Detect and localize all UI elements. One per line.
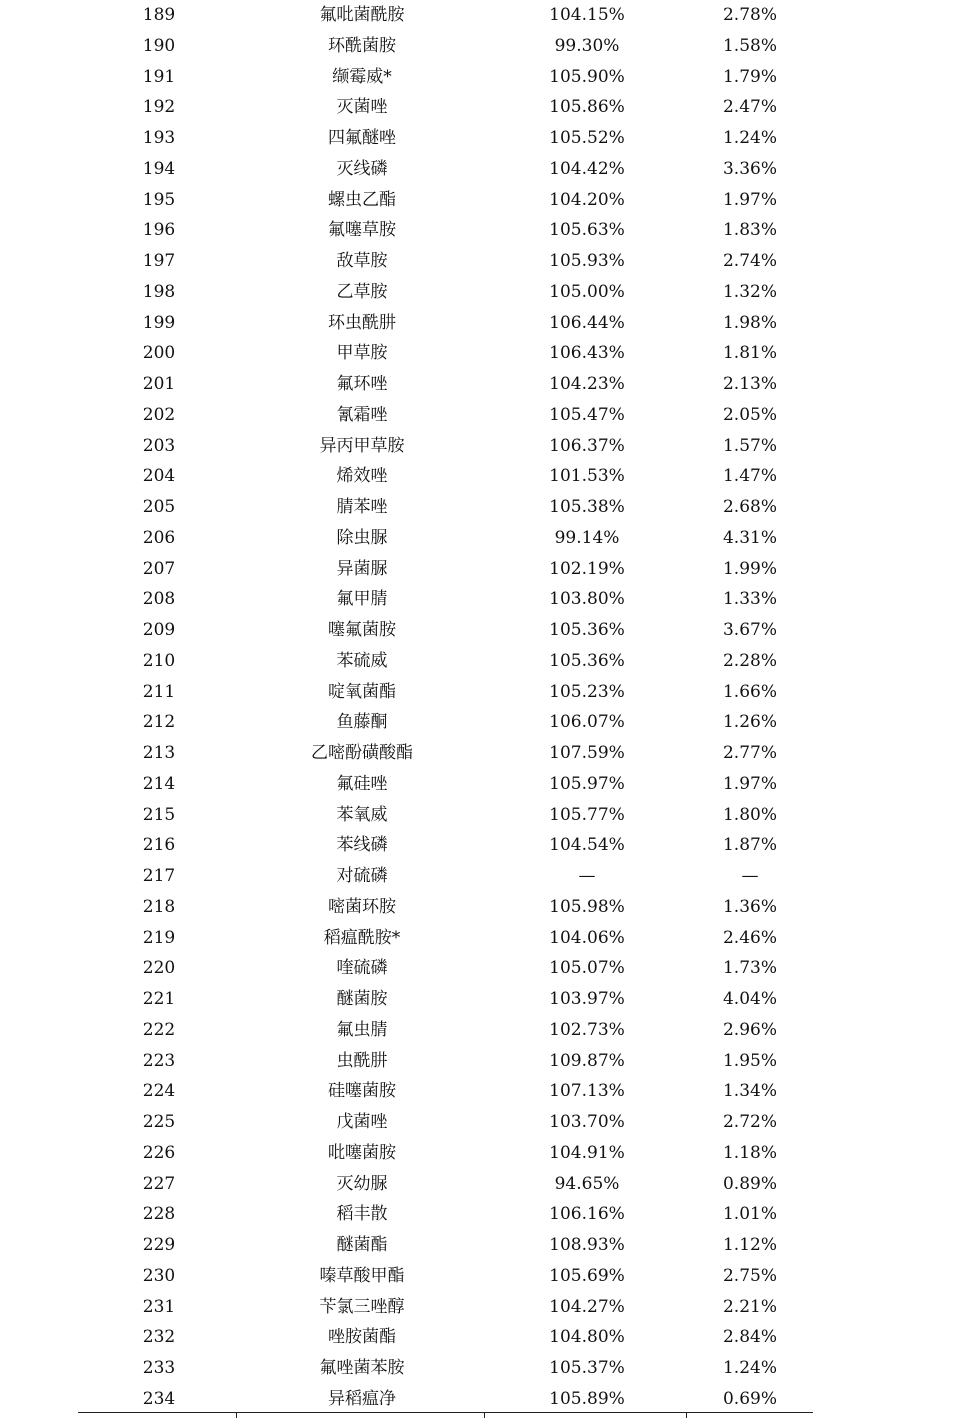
row-number: 214	[142, 773, 176, 794]
row-number: 197	[142, 251, 176, 271]
table-row	[78, 1353, 813, 1384]
compound-name: 苯线磷	[336, 835, 388, 856]
table-row	[78, 984, 813, 1015]
recovery-value: 102.73%	[549, 1019, 625, 1040]
recovery-value: 105.38%	[549, 497, 625, 517]
row-number: 215	[142, 804, 176, 825]
recovery-value: 104.23%	[549, 374, 625, 394]
recovery-value: —	[578, 866, 596, 886]
row-number: 230	[142, 1265, 176, 1286]
table-row	[78, 1230, 813, 1261]
recovery-value: 105.69%	[549, 1265, 625, 1286]
recovery-value: 104.20%	[549, 189, 625, 210]
table-row	[78, 1384, 813, 1415]
row-number: 234	[142, 1388, 176, 1409]
table-row	[78, 646, 813, 677]
table-row	[78, 1015, 813, 1046]
recovery-value: 105.93%	[549, 251, 625, 271]
rsd-value: 1.79%	[722, 66, 778, 87]
compound-name: 乙草胺	[336, 281, 388, 302]
table-row	[78, 400, 813, 431]
compound-name: 氟环唑	[336, 374, 388, 394]
rsd-value: 1.32%	[722, 281, 778, 302]
recovery-value: 105.07%	[549, 958, 625, 979]
table-row	[78, 584, 813, 615]
compound-name: 吡噻菌胺	[328, 1142, 396, 1163]
compound-name: 异稻瘟净	[328, 1388, 396, 1409]
row-number: 232	[142, 1327, 176, 1348]
recovery-value: 105.52%	[549, 128, 625, 148]
compound-name: 氟甲腈	[336, 589, 388, 610]
recovery-value: 105.89%	[549, 1388, 625, 1409]
table-row	[78, 1292, 813, 1323]
rsd-value: 1.34%	[722, 1081, 778, 1102]
compound-name: 硅噻菌胺	[328, 1081, 396, 1102]
row-number: 208	[142, 589, 176, 610]
rsd-value: 1.12%	[722, 1235, 778, 1255]
rsd-value: 1.26%	[722, 712, 778, 733]
row-number: 221	[142, 989, 176, 1009]
table-row	[78, 923, 813, 954]
compound-name: 氟唑菌苯胺	[319, 1358, 405, 1378]
compound-name: 对硫磷	[336, 866, 388, 886]
compound-name: 氰霜唑	[336, 404, 388, 425]
rsd-value: 1.97%	[722, 773, 778, 794]
rsd-value: 1.33%	[722, 589, 778, 610]
row-number: 190	[142, 35, 176, 56]
table-row	[78, 554, 813, 585]
recovery-value: 105.97%	[549, 773, 625, 794]
recovery-value: 102.19%	[549, 558, 625, 579]
rsd-value: 2.13%	[722, 374, 778, 394]
compound-name: 戊菌唑	[336, 1112, 388, 1132]
column-divider-tick	[484, 1412, 485, 1418]
compound-name: 乙嘧酚磺酸酯	[311, 743, 413, 763]
compound-name: 甲草胺	[336, 343, 388, 364]
rsd-value: 1.18%	[722, 1142, 778, 1163]
row-number: 218	[142, 896, 176, 917]
table-row	[78, 769, 813, 800]
recovery-value: 106.16%	[549, 1204, 625, 1225]
rsd-value: 4.04%	[722, 989, 778, 1009]
recovery-value: 94.65%	[554, 1173, 620, 1194]
table-row	[78, 123, 813, 154]
rsd-value: 1.57%	[722, 435, 778, 456]
recovery-value: 105.77%	[549, 804, 625, 825]
table-row	[78, 277, 813, 308]
table-row	[78, 492, 813, 523]
row-number: 201	[142, 374, 176, 394]
recovery-value: 101.53%	[549, 466, 625, 487]
compound-name: 醚菌胺	[336, 989, 388, 1009]
recovery-value: 105.63%	[549, 220, 625, 241]
recovery-value: 107.59%	[549, 743, 625, 763]
table-row	[78, 0, 813, 31]
table-row	[78, 953, 813, 984]
table-row	[78, 1107, 813, 1138]
compound-name: 灭线磷	[336, 158, 388, 179]
rsd-value: 1.47%	[722, 466, 778, 487]
table-row	[78, 185, 813, 216]
table-row	[78, 246, 813, 277]
row-number: 196	[142, 220, 176, 241]
table-row	[78, 861, 813, 892]
compound-name: 苯氧威	[336, 804, 388, 825]
table-row	[78, 461, 813, 492]
rsd-value: 2.28%	[722, 650, 778, 671]
recovery-value: 105.23%	[549, 681, 625, 702]
recovery-value: 104.91%	[549, 1142, 625, 1163]
rsd-value: 1.83%	[722, 220, 778, 241]
recovery-value: 104.80%	[549, 1327, 625, 1348]
column-divider-tick	[686, 1412, 687, 1418]
compound-name: 烯效唑	[336, 466, 388, 487]
rsd-value: 1.66%	[722, 681, 778, 702]
row-number: 212	[142, 712, 176, 733]
table-row	[78, 523, 813, 554]
recovery-value: 105.37%	[549, 1358, 625, 1378]
row-number: 209	[142, 620, 176, 640]
table-row	[78, 154, 813, 185]
compound-name: 氟硅唑	[336, 773, 388, 794]
compound-name: 环酰菌胺	[328, 35, 396, 56]
rsd-value: 3.67%	[722, 620, 778, 640]
compound-name: 腈苯唑	[336, 497, 388, 517]
row-number: 192	[142, 97, 176, 118]
compound-name: 噻氟菌胺	[328, 620, 396, 640]
table-row	[78, 62, 813, 93]
rsd-value: 2.84%	[722, 1327, 778, 1348]
row-number: 226	[142, 1142, 176, 1163]
column-divider-tick	[236, 1412, 237, 1418]
recovery-value: 104.27%	[549, 1296, 625, 1317]
rsd-value: 2.77%	[722, 743, 778, 763]
row-number: 227	[142, 1173, 176, 1194]
table-row	[78, 1138, 813, 1169]
recovery-value: 109.87%	[549, 1050, 625, 1071]
compound-name: 灭幼脲	[336, 1173, 388, 1194]
row-number: 191	[142, 66, 176, 87]
recovery-value: 99.14%	[554, 527, 620, 548]
table-row	[78, 738, 813, 769]
compound-name: 唑胺菌酯	[328, 1327, 396, 1348]
table-row	[78, 431, 813, 462]
rsd-value: 3.36%	[722, 158, 778, 179]
row-number: 189	[142, 5, 176, 25]
table-row	[78, 308, 813, 339]
row-number: 216	[142, 835, 176, 856]
rsd-value: 0.89%	[722, 1173, 778, 1194]
recovery-value: 105.36%	[549, 650, 625, 671]
compound-name: 稻丰散	[336, 1204, 388, 1225]
row-number: 199	[142, 312, 176, 333]
row-number: 211	[142, 681, 176, 702]
row-number: 219	[142, 927, 176, 948]
compound-name: 缬霉威*	[332, 66, 392, 87]
recovery-value: 104.06%	[549, 927, 625, 948]
recovery-value: 103.70%	[549, 1112, 625, 1132]
table-row	[78, 338, 813, 369]
compound-name: 螺虫乙酯	[328, 189, 396, 210]
recovery-value: 106.07%	[549, 712, 625, 733]
row-number: 231	[142, 1296, 176, 1317]
row-number: 194	[142, 158, 176, 179]
rsd-value: 2.47%	[722, 97, 778, 118]
recovery-value: 104.42%	[549, 158, 625, 179]
rsd-value: 2.68%	[722, 497, 778, 517]
compound-name: 环虫酰肼	[328, 312, 396, 333]
compound-name: 鱼藤酮	[336, 712, 388, 733]
rsd-value: 1.36%	[722, 896, 778, 917]
rsd-value: 1.24%	[722, 128, 778, 148]
compound-name: 氟虫腈	[336, 1019, 388, 1040]
recovery-value: 105.47%	[549, 404, 625, 425]
table-row	[78, 800, 813, 831]
rsd-value: 1.81%	[722, 343, 778, 364]
row-number: 204	[142, 466, 176, 487]
rsd-value: 1.58%	[722, 35, 778, 56]
row-number: 233	[142, 1358, 176, 1378]
table-row	[78, 1169, 813, 1200]
compound-name: 啶氧菌酯	[328, 681, 396, 702]
results-table	[78, 0, 813, 1415]
recovery-value: 107.13%	[549, 1081, 625, 1102]
row-number: 203	[142, 435, 176, 456]
table-row	[78, 1322, 813, 1353]
rsd-value: 2.78%	[722, 5, 778, 25]
compound-name: 敌草胺	[336, 251, 388, 271]
row-number: 198	[142, 281, 176, 302]
recovery-value: 105.00%	[549, 281, 625, 302]
row-number: 210	[142, 650, 176, 671]
rsd-value: 1.95%	[722, 1050, 778, 1071]
row-number: 205	[142, 497, 176, 517]
table-row	[78, 92, 813, 123]
rsd-value: —	[741, 866, 759, 886]
row-number: 222	[142, 1019, 176, 1040]
row-number: 217	[142, 866, 176, 886]
table-row	[78, 707, 813, 738]
table-row	[78, 892, 813, 923]
rsd-value: 1.73%	[722, 958, 778, 979]
rsd-value: 2.75%	[722, 1265, 778, 1286]
recovery-value: 108.93%	[549, 1235, 625, 1255]
recovery-value: 103.97%	[549, 989, 625, 1009]
recovery-value: 104.54%	[549, 835, 625, 856]
compound-name: 苯硫威	[336, 650, 388, 671]
compound-name: 异菌脲	[336, 558, 388, 579]
rsd-value: 2.21%	[722, 1296, 778, 1317]
compound-name: 氟噻草胺	[328, 220, 396, 241]
recovery-value: 105.36%	[549, 620, 625, 640]
table-row	[78, 31, 813, 62]
row-number: 229	[142, 1235, 176, 1255]
compound-name: 氟吡菌酰胺	[319, 5, 405, 25]
row-number: 224	[142, 1081, 176, 1102]
table-bottom-rule	[78, 1412, 813, 1413]
table-row	[78, 1199, 813, 1230]
table-row	[78, 830, 813, 861]
row-number: 195	[142, 189, 176, 210]
table-row	[78, 369, 813, 400]
recovery-value: 99.30%	[554, 35, 620, 56]
compound-name: 稻瘟酰胺*	[323, 927, 401, 948]
table-row	[78, 1076, 813, 1107]
rsd-value: 1.24%	[722, 1358, 778, 1378]
compound-name: 四氟醚唑	[328, 128, 396, 148]
table-row	[78, 1261, 813, 1292]
rsd-value: 2.46%	[722, 927, 778, 948]
rsd-value: 1.99%	[722, 558, 778, 579]
row-number: 225	[142, 1112, 176, 1132]
row-number: 207	[142, 558, 176, 579]
recovery-value: 106.37%	[549, 435, 625, 456]
row-number: 206	[142, 527, 176, 548]
compound-name: 醚菌酯	[336, 1235, 388, 1255]
table-row	[78, 215, 813, 246]
table-row	[78, 1046, 813, 1077]
rsd-value: 1.98%	[722, 312, 778, 333]
table-row	[78, 677, 813, 708]
rsd-value: 4.31%	[722, 527, 778, 548]
row-number: 223	[142, 1050, 176, 1071]
row-number: 228	[142, 1204, 176, 1225]
rsd-value: 2.74%	[722, 251, 778, 271]
recovery-value: 105.90%	[549, 66, 625, 87]
recovery-value: 105.98%	[549, 896, 625, 917]
compound-name: 灭菌唑	[336, 97, 388, 118]
rsd-value: 2.05%	[722, 404, 778, 425]
recovery-value: 105.86%	[549, 97, 625, 118]
recovery-value: 103.80%	[549, 589, 625, 610]
row-number: 193	[142, 128, 176, 148]
rsd-value: 1.97%	[722, 189, 778, 210]
recovery-value: 104.15%	[549, 5, 625, 25]
compound-name: 虫酰肼	[336, 1050, 388, 1071]
rsd-value: 2.96%	[722, 1019, 778, 1040]
compound-name: 苄氯三唑醇	[319, 1296, 405, 1317]
table-row	[78, 615, 813, 646]
rsd-value: 1.87%	[722, 835, 778, 856]
compound-name: 异丙甲草胺	[319, 435, 405, 456]
compound-name: 喹硫磷	[336, 958, 388, 979]
rsd-value: 1.01%	[722, 1204, 778, 1225]
row-number: 213	[142, 743, 176, 763]
rsd-value: 2.72%	[722, 1112, 778, 1132]
rsd-value: 1.80%	[722, 804, 778, 825]
recovery-value: 106.44%	[549, 312, 625, 333]
rsd-value: 0.69%	[722, 1388, 778, 1409]
compound-name: 嗪草酸甲酯	[319, 1265, 405, 1286]
recovery-value: 106.43%	[549, 343, 625, 364]
row-number: 220	[142, 958, 176, 979]
compound-name: 除虫脲	[336, 527, 388, 548]
row-number: 202	[142, 404, 176, 425]
row-number: 200	[142, 343, 176, 364]
compound-name: 嘧菌环胺	[328, 896, 396, 917]
